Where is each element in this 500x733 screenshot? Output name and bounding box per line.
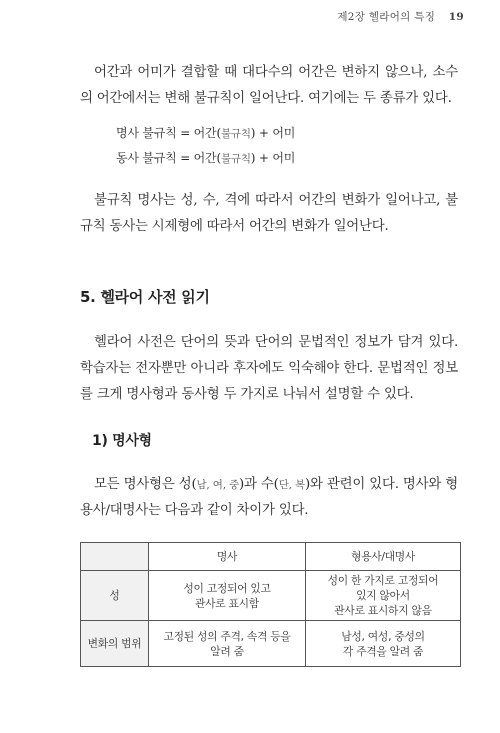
page-number: 19 xyxy=(448,11,464,23)
formula-noun-irregular xyxy=(116,124,295,141)
formula-text: ) + 어미 xyxy=(250,151,296,165)
table-cell xyxy=(306,571,461,621)
subsection-heading: 1) 명사형 xyxy=(92,433,152,449)
section-heading: 5. 헬라어 사전 읽기 xyxy=(80,288,210,306)
cell-line: 각 주격을 알려 줌 xyxy=(342,644,424,658)
paragraph-text: )과 수( xyxy=(239,477,279,492)
cell-line: 고정된 성의 주격, 속격 등을 xyxy=(163,629,291,643)
formula-subscript: 불규칙 xyxy=(220,128,251,140)
paragraph-stem-change: 어간과 어미가 결합할 때 대다수의 어간은 변하지 않으나, 소수의 어간에서는 변해 불규칙이 일어난다. 여기에는 두 종류가 있다. xyxy=(80,65,458,106)
chapter-label: 제2장 xyxy=(337,11,366,23)
table-header-cell: 명사 xyxy=(149,543,306,571)
table-cell xyxy=(149,571,306,621)
formula-verb-irregular xyxy=(116,149,295,166)
running-header xyxy=(337,9,464,24)
formula-text: ) + 어미 xyxy=(250,126,296,140)
cell-line: 남성, 여성, 중성의 xyxy=(341,629,425,643)
table-row xyxy=(81,621,461,667)
formula-subscript: 불규칙 xyxy=(220,153,251,165)
table-header-row xyxy=(81,543,461,571)
table-header-cell: 형용사/대명사 xyxy=(306,543,461,571)
cell-line: 성이 고정되어 있고 xyxy=(183,581,271,595)
cell-line: 알려 줌 xyxy=(210,644,244,658)
cell-line: 관사로 표시하지 않음 xyxy=(334,604,432,617)
table-row-label: 변화의 범위 xyxy=(81,621,149,667)
paragraph-irregular-explanation: 불규칙 명사는 성, 수, 격에 따라서 어간의 변화가 일어나고, 불규칙 동사는 시제형에 따라서 어간의 변화가 일어난다. xyxy=(80,193,458,234)
gender-list: 남, 여, 중 xyxy=(196,479,240,491)
table-cell xyxy=(306,621,461,667)
formula-text: 동사 불규칙 = 어간( xyxy=(116,151,221,165)
paragraph-text: )와 관련이 있다. 명사와 형용사/대명사는 다음과 같이 차이가 있다. xyxy=(80,477,458,518)
paragraph-noun-forms xyxy=(80,472,458,524)
table-row-label: 성 xyxy=(81,571,149,621)
table-header-cell xyxy=(81,543,149,571)
formula-text: 명사 불규칙 = 어간( xyxy=(116,126,221,140)
cell-line: 관사로 표시함 xyxy=(195,596,259,610)
chapter-title: 헬라어의 특징 xyxy=(368,11,436,23)
table-row xyxy=(81,571,461,621)
table-cell xyxy=(149,621,306,667)
cell-line: 성이 한 가지로 고정되어 xyxy=(327,574,439,587)
paragraph-text: 모든 명사형은 성( xyxy=(94,477,197,492)
number-list: 단, 복 xyxy=(278,479,305,491)
cell-line: 있지 않아서 xyxy=(356,589,410,602)
noun-adjective-comparison-table xyxy=(80,542,461,667)
paragraph-dictionary-reading: 헬라어 사전은 단어의 뜻과 단어의 문법적인 정보가 담겨 있다. 학습자는 전자뿐만 아니라 후자에도 익숙해야 한다. 문법적인 정보를 크게 명사형과 동사형 두 가지로 나눠서 설명할 수 있다. xyxy=(80,335,458,402)
